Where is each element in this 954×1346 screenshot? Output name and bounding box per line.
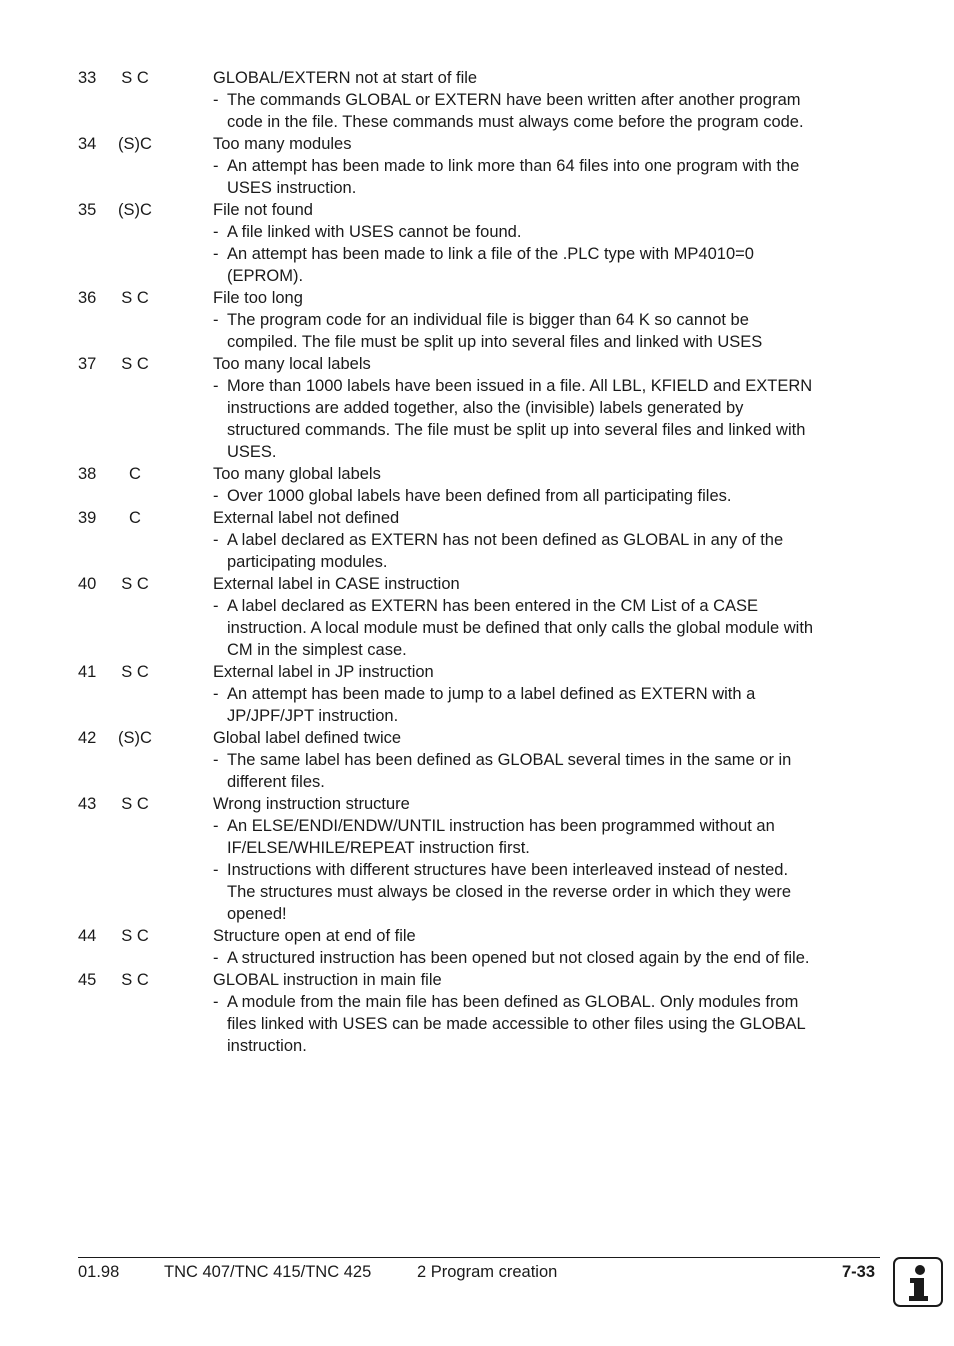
footer-model: TNC 407/TNC 415/TNC 425 [164,1263,372,1281]
detail-text: A module from the main file has been defined as GLOBAL. Only modules from files linked with USES can be made accessible to other files using the GLOBAL instruction. [227,993,806,1055]
error-code: S C [121,795,149,813]
error-entry [78,925,818,969]
detail-bullet: - [213,597,219,615]
detail-text: A file linked with USES cannot be found. [227,223,522,241]
error-title: Too many global labels [213,465,381,483]
detail-bullet: - [213,817,219,835]
detail-bullet: - [213,685,219,703]
error-code: (S)C [118,135,152,153]
error-detail [213,221,818,243]
error-number: 34 [78,135,97,153]
error-title: Too many local labels [213,355,371,373]
error-title: GLOBAL instruction in main file [213,971,442,989]
detail-text: An ELSE/ENDI/ENDW/UNTIL instruction has been programmed without an IF/ELSE/WHILE/REPEAT instruction first. [227,817,775,857]
error-detail [213,859,818,925]
error-title: Wrong instruction structure [213,795,410,813]
error-number: 37 [78,355,97,373]
footer-rule [78,1257,880,1258]
error-list [78,67,818,1057]
error-entry [78,133,818,199]
detail-bullet: - [213,245,219,263]
error-title: GLOBAL/EXTERN not at start of file [213,69,478,87]
error-number: 33 [78,69,97,87]
error-number: 42 [78,729,97,747]
detail-text: An attempt has been made to link a file of the .PLC type with MP4010=0 (EPROM). [227,245,754,285]
info-icon [893,1257,943,1307]
error-detail [213,683,818,727]
error-code: S C [121,927,149,945]
detail-bullet: - [213,91,219,109]
error-detail [213,815,818,859]
error-detail [213,749,818,793]
detail-bullet: - [213,531,219,549]
error-entry [78,573,818,661]
error-title: File not found [213,201,313,219]
error-number: 35 [78,201,97,219]
error-number: 36 [78,289,97,307]
error-detail [213,375,818,463]
detail-bullet: - [213,487,219,505]
error-number: 43 [78,795,97,813]
error-code: S C [121,69,149,87]
error-code: S C [121,355,149,373]
detail-text: An attempt has been made to jump to a label defined as EXTERN with a JP/JPF/JPT instruction. [227,685,756,725]
detail-text: A structured instruction has been opened but not closed again by the end of file. [227,949,810,967]
error-detail [213,595,818,661]
detail-text: An attempt has been made to link more than 64 files into one program with the USES instruction. [227,157,800,197]
error-entry [78,507,818,573]
error-code: S C [121,971,149,989]
error-title: External label not defined [213,509,400,527]
error-code: S C [121,289,149,307]
error-detail [213,243,818,287]
error-title: Structure open at end of file [213,927,416,945]
detail-bullet: - [213,861,219,879]
detail-bullet: - [213,377,219,395]
error-code: (S)C [118,729,152,747]
error-entry [78,67,818,133]
detail-bullet: - [213,311,219,329]
error-detail [213,947,818,969]
error-number: 39 [78,509,97,527]
detail-bullet: - [213,993,219,1011]
error-entry [78,287,818,353]
error-number: 40 [78,575,97,593]
error-number: 44 [78,927,97,945]
detail-text: Instructions with different structures have been interleaved instead of nested. The structures must always be closed in the reverse order in which they were opened! [227,861,791,923]
detail-text: More than 1000 labels have been issued in a file. All LBL, KFIELD and EXTERN instructions are added together, also the (invisible) labels generated by structured commands. The file must be split up into several files and linked with USES. [227,377,813,461]
error-entry [78,199,818,287]
detail-text: The program code for an individual file is bigger than 64 K so cannot be compiled. The file must be split up into several files and linked with USES [227,311,763,351]
error-title: Too many modules [213,135,352,153]
footer-chapter: 2 Program creation [417,1263,558,1281]
error-code: C [129,465,141,483]
detail-bullet: - [213,157,219,175]
footer-date: 01.98 [78,1263,120,1281]
error-detail [213,991,818,1057]
error-entry [78,969,818,1057]
error-number: 38 [78,465,97,483]
error-detail [213,309,818,353]
error-code: S C [121,663,149,681]
error-entry [78,353,818,463]
error-title: External label in JP instruction [213,663,434,681]
error-detail [213,529,818,573]
error-code: C [129,509,141,527]
detail-bullet: - [213,751,219,769]
error-entry [78,727,818,793]
error-detail [213,89,818,133]
error-detail [213,155,818,199]
error-title: Global label defined twice [213,729,402,747]
error-number: 45 [78,971,97,989]
detail-text: A label declared as EXTERN has not been defined as GLOBAL in any of the participating modules. [227,531,784,571]
error-title: File too long [213,289,303,307]
error-entry [78,793,818,925]
error-entry [78,661,818,727]
detail-text: A label declared as EXTERN has been entered in the CM List of a CASE instruction. A local module must be defined that only calls the global module with CM in the simplest case. [227,597,814,659]
detail-bullet: - [213,223,219,241]
page-number: 7-33 [842,1263,876,1281]
error-title: External label in CASE instruction [213,575,460,593]
detail-text: Over 1000 global labels have been defined from all participating files. [227,487,732,505]
error-code: S C [121,575,149,593]
detail-bullet: - [213,949,219,967]
error-code: (S)C [118,201,152,219]
error-detail [213,485,818,507]
detail-text: The commands GLOBAL or EXTERN have been written after another program code in the file. These commands must always come before the program code. [227,91,804,131]
detail-text: The same label has been defined as GLOBAL several times in the same or in different files. [227,751,792,791]
error-number: 41 [78,663,97,681]
error-entry [78,463,818,507]
info-icon-glyph [895,1259,941,1305]
